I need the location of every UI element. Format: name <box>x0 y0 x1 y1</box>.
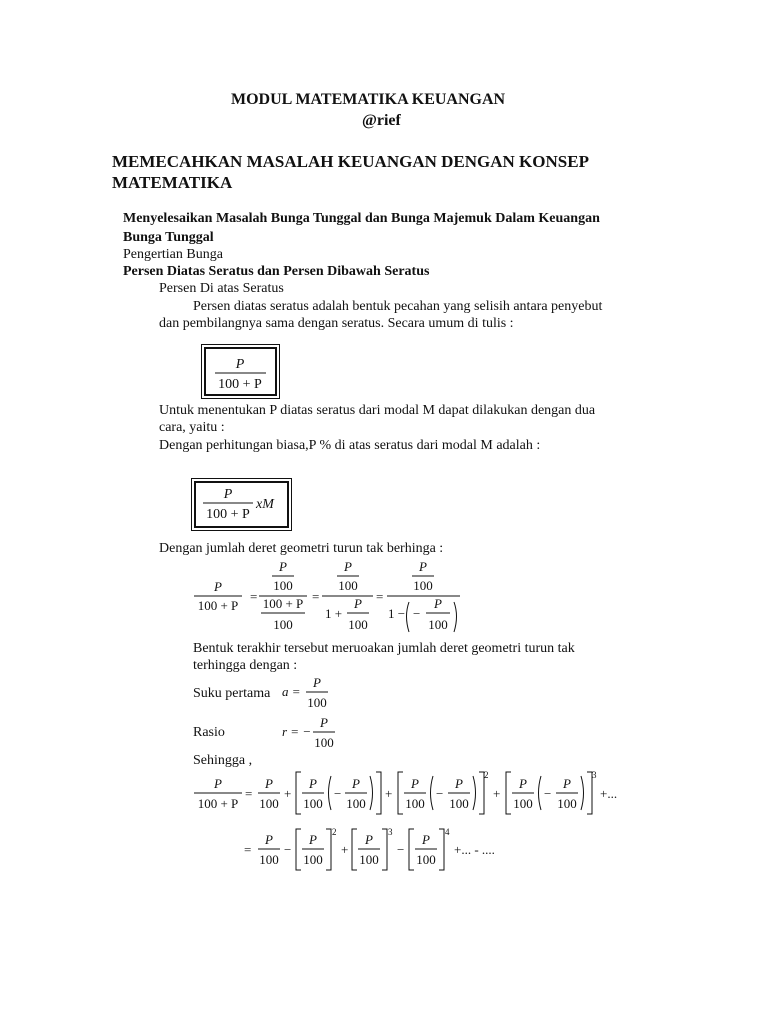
math-symbol: P <box>344 559 352 574</box>
math-symbol: P <box>422 832 430 847</box>
math-symbol: 4 <box>445 827 450 837</box>
math-symbol: 1 − <box>388 606 406 621</box>
math-symbol: 100 <box>314 735 334 750</box>
math-symbol: P <box>434 596 442 611</box>
times-m: xM <box>256 497 274 512</box>
math-symbol: 100 <box>359 852 379 867</box>
math-symbol: − <box>284 842 292 857</box>
math-symbol: + <box>341 842 349 857</box>
series-expansion-1 <box>190 768 640 820</box>
math-symbol: = <box>250 589 258 604</box>
math-symbol: 100 + P <box>197 796 239 811</box>
math-symbol: P <box>411 776 419 791</box>
math-symbol: − <box>413 606 421 621</box>
math-symbol: P <box>455 776 463 791</box>
math-symbol: P <box>419 559 427 574</box>
math-symbol: P <box>214 579 222 594</box>
ratio-formula <box>280 713 344 753</box>
first-term-formula <box>280 674 340 714</box>
math-symbol: P <box>279 559 287 574</box>
series-derivation <box>188 556 478 640</box>
math-symbol: 100 <box>259 796 279 811</box>
formula-box-2 <box>190 477 294 533</box>
math-symbol: 100 <box>513 796 533 811</box>
math-symbol: 100 <box>416 852 436 867</box>
paragraph-1-line2: dan pembilangnya sama dengan seratus. Secara umum di tulis : <box>159 316 514 331</box>
section-subheading: Bunga Tunggal <box>123 230 214 245</box>
math-symbol: 100 <box>259 852 279 867</box>
pengertian-label: Pengertian Bunga <box>123 247 223 262</box>
math-symbol: P <box>309 832 317 847</box>
math-symbol: 100 <box>449 796 469 811</box>
math-symbol: P <box>365 832 373 847</box>
math-symbol: P <box>320 715 328 730</box>
paragraph-3: Dengan perhitungan biasa,P % di atas seratus dari modal M adalah : <box>159 438 541 453</box>
math-symbol: + <box>493 786 501 801</box>
math-symbol: − <box>544 786 552 801</box>
math-symbol: P <box>563 776 571 791</box>
math-symbol: 1 + <box>325 606 343 621</box>
math-symbol: 100 <box>338 578 358 593</box>
math-symbol: 100 <box>346 796 366 811</box>
math-symbol: − <box>436 786 444 801</box>
paragraph-2-line2: cara, yaitu : <box>159 420 225 435</box>
math-symbol: P <box>265 832 273 847</box>
math-symbol: 2 <box>332 827 337 837</box>
math-symbol: P <box>313 675 321 690</box>
math-symbol: = <box>312 589 320 604</box>
paragraph-2-line1: Untuk menentukan P diatas seratus dari modal M dapat dilakukan dengan dua <box>159 403 596 418</box>
fraction-denominator: 100 + P <box>206 507 250 522</box>
math-symbol: P <box>519 776 527 791</box>
math-symbol: = <box>244 842 252 857</box>
math-symbol: P <box>309 776 317 791</box>
formula-box-1 <box>200 343 282 401</box>
persen-heading: Persen Diatas Seratus dan Persen Dibawah Seratus <box>123 264 430 279</box>
math-symbol: + <box>284 786 292 801</box>
chapter-title-line2: MATEMATIKA <box>112 173 233 192</box>
math-symbol: 100 <box>307 695 327 710</box>
paragraph-5-line2: terhingga dengan : <box>193 658 298 673</box>
paragraph-5-line1: Bentuk terakhir tersebut meruoakan jumlah deret geometri turun tak <box>193 641 575 656</box>
math-symbol: 100 <box>428 617 448 632</box>
math-symbol: a = <box>282 684 301 699</box>
author-name: @rief <box>362 112 401 129</box>
fraction-numerator: P <box>223 487 233 502</box>
section-heading: Menyelesaikan Masalah Bunga Tunggal dan Bunga Majemuk Dalam Keuangan <box>123 211 600 226</box>
suku-pertama-label: Suku pertama <box>193 686 271 701</box>
math-symbol: − <box>334 786 342 801</box>
fraction-numerator: P <box>235 357 245 372</box>
math-symbol: − <box>397 842 405 857</box>
math-symbol: 100 <box>303 852 323 867</box>
math-symbol: 100 <box>303 796 323 811</box>
math-symbol: 100 + P <box>197 598 239 613</box>
fraction-denominator: 100 + P <box>218 377 262 392</box>
math-symbol: 3 <box>592 770 597 780</box>
persen-diatas-label: Persen Di atas Seratus <box>159 281 284 296</box>
math-symbol: 100 <box>273 617 293 632</box>
math-symbol: P <box>265 776 273 791</box>
math-symbol: 2 <box>484 770 489 780</box>
paragraph-4: Dengan jumlah deret geometri turun tak berhinga : <box>159 541 444 556</box>
document-title: MODUL MATEMATIKA KEUANGAN <box>231 91 506 108</box>
rasio-label: Rasio <box>193 725 225 740</box>
math-symbol: P <box>354 596 362 611</box>
math-symbol: + <box>385 786 393 801</box>
math-symbol: 100 <box>413 578 433 593</box>
math-symbol: = <box>245 786 253 801</box>
math-symbol: +... - .... <box>454 842 495 857</box>
series-expansion-2 <box>240 826 530 874</box>
paragraph-1-line1: Persen diatas seratus adalah bentuk pecahan yang selisih antara penyebut <box>193 299 603 314</box>
math-symbol: 100 + P <box>262 596 304 611</box>
math-symbol: = <box>376 589 384 604</box>
math-symbol: r = − <box>282 724 312 739</box>
math-symbol: 100 <box>273 578 293 593</box>
math-symbol: 100 <box>405 796 425 811</box>
sehingga-label: Sehingga , <box>193 753 253 768</box>
math-symbol: 3 <box>388 827 393 837</box>
math-symbol: P <box>214 776 222 791</box>
math-symbol: 100 <box>348 617 368 632</box>
math-symbol: P <box>352 776 360 791</box>
math-symbol: 100 <box>557 796 577 811</box>
chapter-title-line1: MEMECAHKAN MASALAH KEUANGAN DENGAN KONSEP <box>112 152 589 171</box>
math-symbol: +... <box>600 786 618 801</box>
